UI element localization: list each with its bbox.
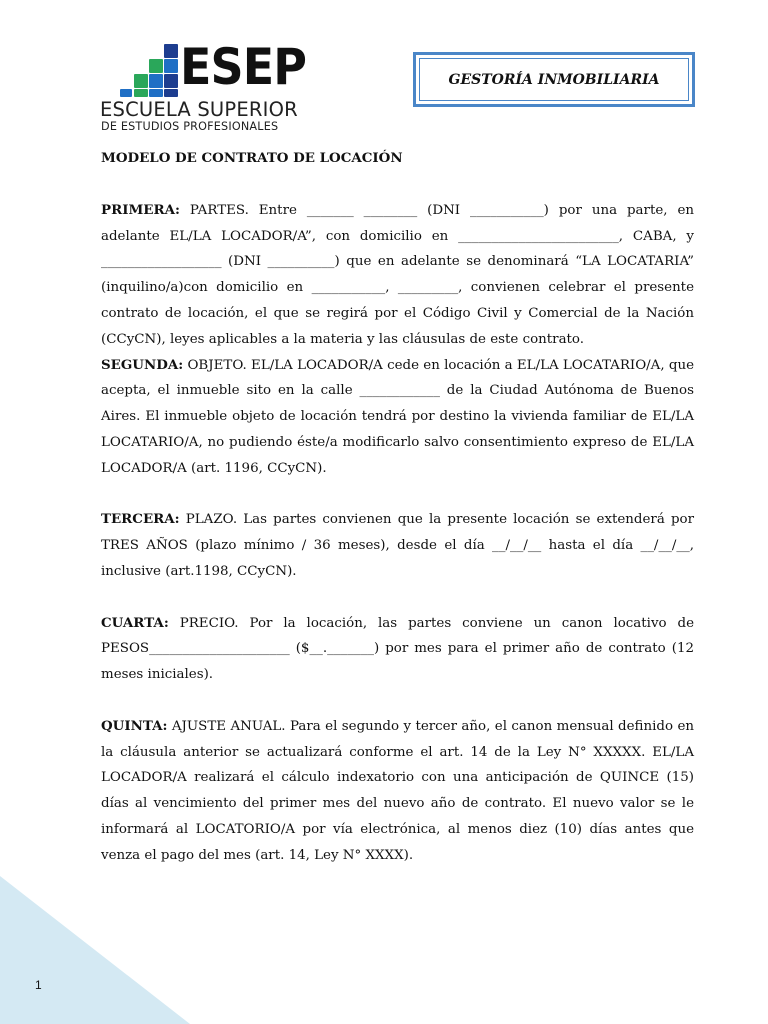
logo-school-name: ESCUELA SUPERIOR xyxy=(100,98,298,121)
logo-acronym: ESEP xyxy=(180,38,307,96)
esep-logo xyxy=(100,38,307,134)
header-badge-inner xyxy=(419,58,689,101)
document-title: MODELO DE CONTRATO DE LOCACIÓN xyxy=(101,150,403,166)
clause-label: SEGUNDA: xyxy=(101,356,184,373)
clause-cuarta xyxy=(101,611,694,688)
page-number: 1 xyxy=(35,978,42,992)
clause-text: AJUSTE ANUAL. Para el segundo y tercer año, el canon mensual definido en la cláusula anterior se actualizará conforme el art. 14 de la Ley N° XXXXX. EL/LA LOCADOR/A realizará el cálculo indexatorio con una anticipación de QUINCE (15) días al vencimiento del primer mes del nuevo año de contrato. El nuevo valor se le informará al LOCATORIO/A por vía electrónica, al menos diez (10) días antes que venza el pago del mes (art. 14, Ley N° XXXX). xyxy=(101,718,694,863)
logo-school-subtitle: DE ESTUDIOS PROFESIONALES xyxy=(101,120,279,133)
clause-text: OBJETO. EL/LA LOCADOR/A cede en locación a EL/LA LOCATARIO/A, que acepta, el inmueble sito en la calle ____________ de la Ciudad Autónoma de Buenos Aires. El inmueble objeto de locación tendrá por destino la vivienda familiar de EL/LA LOCATARIO/A, no pudiendo éste/a modificarlo salvo consentimiento expreso de EL/LA LOCADOR/A (art. 1196, CCyCN). xyxy=(101,357,694,476)
logo-blocks-icon xyxy=(120,44,180,96)
clause-segunda xyxy=(101,353,694,482)
clause-label: CUARTA: xyxy=(101,614,169,631)
clause-tercera xyxy=(101,507,694,584)
clause-label: TERCERA: xyxy=(101,511,180,528)
header-badge-text: GESTORÍA INMOBILIARIA xyxy=(448,71,660,88)
document-body xyxy=(101,146,694,869)
clause-label: PRIMERA: xyxy=(101,201,180,218)
clause-text: PLAZO. Las partes convienen que la presente locación se extenderá por TRES AÑOS (plazo mínimo / 36 meses), desde el día __/__/__ hasta el día __/__/__, inclusive (art.1198, CCyCN). xyxy=(101,512,694,579)
clause-quinta xyxy=(101,714,694,869)
clause-primera xyxy=(101,198,694,353)
clause-text: PARTES. Entre _______ ________ (DNI ___________) por una parte, en adelante EL/LA LOCADOR/A”, con domicilio en ________________________, CABA, y __________________ (DNI __________) que en adelante se denominará “LA LOCATARIA” (inquilino/a)con domicilio en ___________, _________, convienen celebrar el presente contrato de locación, el que se regirá por el Código Civil y Comercial de la Nación (CCyCN), leyes aplicables a la materia y las cláusulas de este contrato. xyxy=(101,202,694,347)
header-badge xyxy=(413,52,695,107)
clause-text: PRECIO. Por la locación, las partes conviene un canon locativo de PESOS_____________________ ($__._______) por mes para el primer año de contrato (12 meses iniciales). xyxy=(101,615,694,683)
clause-label: QUINTA: xyxy=(101,717,168,734)
